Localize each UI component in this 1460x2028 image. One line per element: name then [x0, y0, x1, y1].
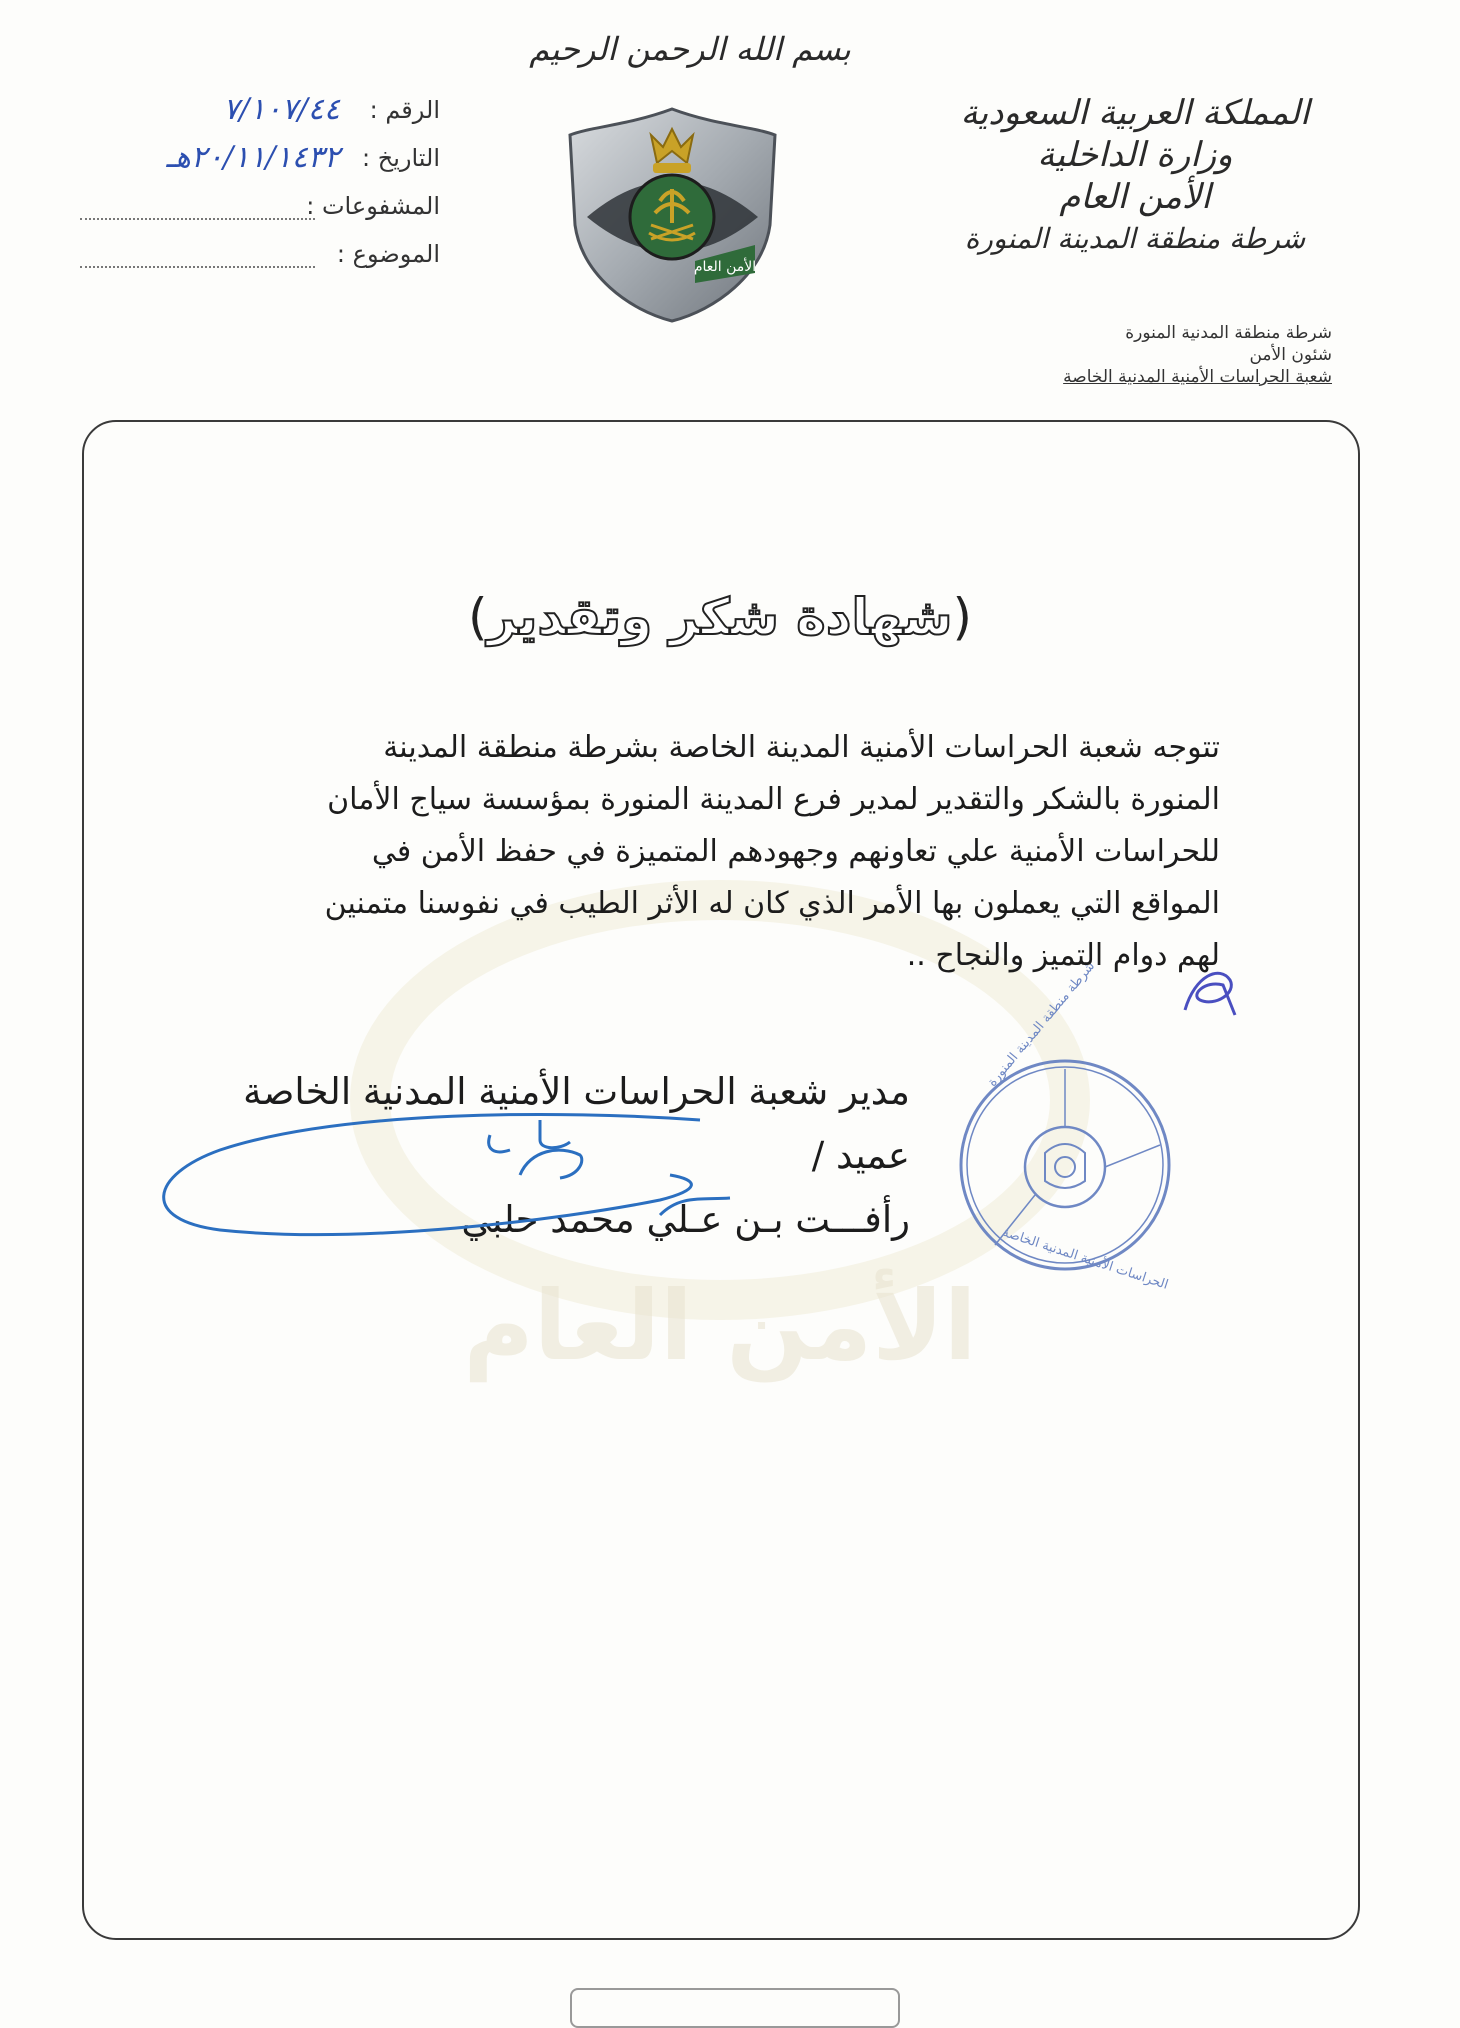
- body-line-3: للحراسات الأمنية علي تعاونهم وجهودهم المتميزة في حفظ الأمن في: [371, 834, 1220, 869]
- department-name: الأمن العام: [1059, 177, 1211, 217]
- field-subject: [60, 236, 440, 284]
- ministry-header: [910, 92, 1360, 260]
- sub-header-line-2: شئون الأمن: [1249, 345, 1332, 365]
- bottom-tab: [570, 1988, 900, 2028]
- certificate-title-text: شهادة شكر وتقدير: [487, 588, 953, 646]
- field-number: [60, 92, 440, 140]
- title-close-paren: ): [468, 588, 488, 646]
- body-line-1: تتوجه شعبة الحراسات الأمنية المدينة الخاصة بشرطة منطقة المدينة: [383, 730, 1220, 765]
- handwritten-signature: [140, 1080, 780, 1250]
- field-date-value: ٢٠/١١/١٤٣٢هـ: [166, 140, 340, 175]
- region-police-name: شرطة منطقة المدينة المنورة: [964, 222, 1306, 255]
- field-date-label: التاريخ :: [361, 144, 440, 172]
- certificate-title: [360, 588, 1080, 646]
- field-date: [60, 140, 440, 188]
- watermark-text: الأمن العام: [463, 1270, 977, 1382]
- title-open-paren: (: [952, 588, 972, 646]
- field-attachments-line: [80, 218, 315, 220]
- signatory-name: رأفـــت بـن عـلي محمد حلبي: [461, 1198, 910, 1241]
- kingdom-name: المملكة العربية السعودية: [960, 93, 1310, 133]
- signatory-rank: عميد /: [811, 1134, 910, 1177]
- stamp-bottom-text: الحراسات الأمنية المدنية الخاصة: [1000, 1225, 1170, 1293]
- field-attachments-label: المشفوعات :: [306, 192, 440, 220]
- certificate-body: [190, 722, 1220, 982]
- field-subject-line: [80, 266, 315, 268]
- sub-header-line-3: شعبة الحراسات الأمنية المدنية الخاصة: [1063, 367, 1332, 387]
- ministry-name: وزارة الداخلية: [1037, 135, 1233, 175]
- field-number-value: ٧/١٠٧/٤٤: [223, 92, 340, 127]
- emblem-text: الأمن العام: [693, 259, 757, 275]
- body-line-5: لهم دوام التميز والنجاح ..: [906, 938, 1220, 973]
- body-line-4: المواقع التي يعملون بها الأمر الذي كان له الأثر الطيب في نفوسنا متمنين: [324, 886, 1220, 921]
- basmala: بسم الله الرحمن الرحيم: [529, 30, 851, 68]
- document-fields: [60, 92, 440, 284]
- field-number-label: الرقم :: [369, 96, 440, 124]
- official-stamp: [955, 1055, 1175, 1275]
- stamp-top-text: شرطة منطقة المدينة المنورة: [985, 958, 1099, 1090]
- body-line-2: المنورة بالشكر والتقدير لمدير فرع المدينة المنورة بمؤسسة سياج الأمان: [327, 782, 1220, 817]
- initials-mark: [1175, 955, 1245, 1025]
- signatory-position: مدير شعبة الحراسات الأمنية المدنية الخاصة: [243, 1070, 910, 1113]
- public-security-emblem: [565, 105, 780, 325]
- field-subject-label: الموضوع :: [336, 240, 440, 268]
- field-attachments: [60, 188, 440, 236]
- sub-header: [912, 322, 1332, 388]
- sub-header-line-1: شرطة منطقة المدنية المنورة: [1125, 323, 1332, 343]
